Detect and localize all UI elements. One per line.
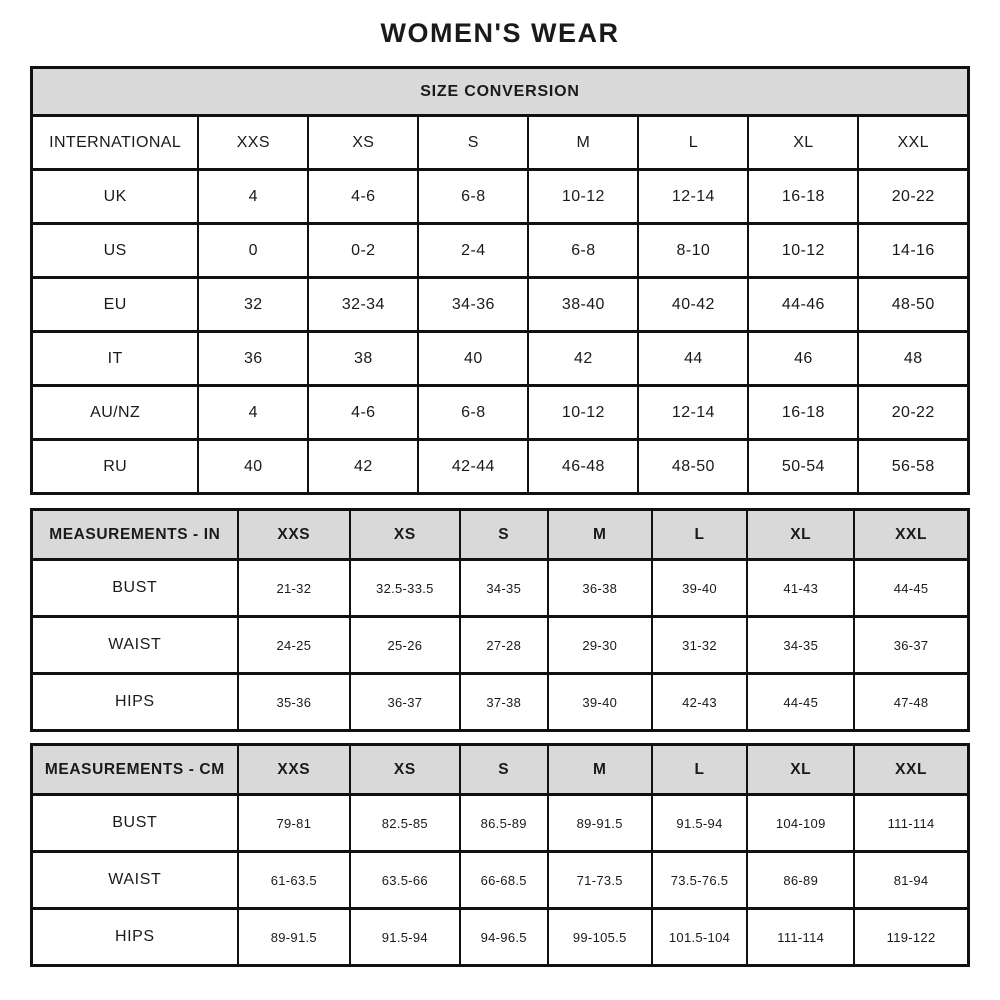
- size-header: XXL: [854, 510, 968, 560]
- cell-value: 10-12: [748, 224, 858, 278]
- size-header: S: [460, 510, 548, 560]
- cell-value: 48-50: [858, 278, 968, 332]
- cell-value: 44-45: [854, 560, 968, 617]
- cell-value: 40: [418, 332, 528, 386]
- size-header: S: [418, 116, 528, 170]
- cell-value: 91.5-94: [350, 909, 460, 966]
- size-header: L: [638, 116, 748, 170]
- size-header: S: [460, 745, 548, 795]
- cell-value: 40-42: [638, 278, 748, 332]
- cell-value: 111-114: [747, 909, 854, 966]
- row-label: RU: [32, 440, 199, 494]
- cell-value: 66-68.5: [460, 852, 548, 909]
- table-row-international: [32, 116, 969, 170]
- cell-value: 94-96.5: [460, 909, 548, 966]
- cell-value: 81-94: [854, 852, 968, 909]
- table-row-it: [32, 332, 969, 386]
- cell-value: 14-16: [858, 224, 968, 278]
- cell-value: 42: [308, 440, 418, 494]
- size-header: M: [548, 510, 652, 560]
- measurements-cm-table: [30, 743, 970, 967]
- row-label: HIPS: [32, 909, 238, 966]
- cell-value: 38: [308, 332, 418, 386]
- size-header: M: [548, 745, 652, 795]
- table-row-waist-cm: [32, 852, 969, 909]
- cell-value: 44-46: [748, 278, 858, 332]
- measurements-in-table: [30, 508, 970, 732]
- cell-value: 8-10: [638, 224, 748, 278]
- table-row-uk: [32, 170, 969, 224]
- cell-value: 34-35: [460, 560, 548, 617]
- cell-value: 24-25: [238, 617, 350, 674]
- cell-value: 32: [198, 278, 308, 332]
- cell-value: 41-43: [747, 560, 854, 617]
- measurements-cm-header-row: [32, 745, 969, 795]
- cell-value: 16-18: [748, 386, 858, 440]
- size-header: XXL: [854, 745, 968, 795]
- table-row-ru: [32, 440, 969, 494]
- cell-value: 20-22: [858, 170, 968, 224]
- cell-value: 6-8: [418, 170, 528, 224]
- table-row-hips-in: [32, 674, 969, 731]
- cell-value: 34-36: [418, 278, 528, 332]
- cell-value: 21-32: [238, 560, 350, 617]
- row-label: US: [32, 224, 199, 278]
- size-header: XXS: [198, 116, 308, 170]
- cell-value: 39-40: [548, 674, 652, 731]
- cell-value: 44: [638, 332, 748, 386]
- cell-value: 79-81: [238, 795, 350, 852]
- cell-value: 101.5-104: [652, 909, 748, 966]
- cell-value: 50-54: [748, 440, 858, 494]
- cell-value: 119-122: [854, 909, 968, 966]
- cell-value: 25-26: [350, 617, 460, 674]
- cell-value: 82.5-85: [350, 795, 460, 852]
- cell-value: 91.5-94: [652, 795, 748, 852]
- row-label: INTERNATIONAL: [32, 116, 199, 170]
- size-header: XXL: [858, 116, 968, 170]
- cell-value: 46-48: [528, 440, 638, 494]
- cell-value: 2-4: [418, 224, 528, 278]
- cell-value: 0-2: [308, 224, 418, 278]
- cell-value: 89-91.5: [238, 909, 350, 966]
- cell-value: 36-38: [548, 560, 652, 617]
- cell-value: 12-14: [638, 170, 748, 224]
- cell-value: 86.5-89: [460, 795, 548, 852]
- cell-value: 36: [198, 332, 308, 386]
- cell-value: 4: [198, 386, 308, 440]
- table-row-hips-cm: [32, 909, 969, 966]
- cell-value: 73.5-76.5: [652, 852, 748, 909]
- cell-value: 32.5-33.5: [350, 560, 460, 617]
- cell-value: 6-8: [418, 386, 528, 440]
- cell-value: 34-35: [747, 617, 854, 674]
- cell-value: 27-28: [460, 617, 548, 674]
- cell-value: 71-73.5: [548, 852, 652, 909]
- size-header: XL: [748, 116, 858, 170]
- size-header: L: [652, 510, 748, 560]
- cell-value: 10-12: [528, 170, 638, 224]
- page-title: WOMEN'S WEAR: [380, 18, 620, 48]
- cell-value: 48-50: [638, 440, 748, 494]
- cell-value: 63.5-66: [350, 852, 460, 909]
- cell-value: 38-40: [528, 278, 638, 332]
- table-row-us: [32, 224, 969, 278]
- measurements-in-title: MEASUREMENTS - IN: [32, 510, 238, 560]
- size-header: L: [652, 745, 748, 795]
- cell-value: 48: [858, 332, 968, 386]
- cell-value: 47-48: [854, 674, 968, 731]
- cell-value: 44-45: [747, 674, 854, 731]
- cell-value: 42-43: [652, 674, 748, 731]
- row-label: AU/NZ: [32, 386, 199, 440]
- cell-value: 61-63.5: [238, 852, 350, 909]
- cell-value: 12-14: [638, 386, 748, 440]
- cell-value: 36-37: [350, 674, 460, 731]
- table-row-eu: [32, 278, 969, 332]
- row-label: BUST: [32, 560, 238, 617]
- table-row-bust-cm: [32, 795, 969, 852]
- cell-value: 4: [198, 170, 308, 224]
- row-label: HIPS: [32, 674, 238, 731]
- row-label: EU: [32, 278, 199, 332]
- cell-value: 20-22: [858, 386, 968, 440]
- cell-value: 32-34: [308, 278, 418, 332]
- row-label: UK: [32, 170, 199, 224]
- cell-value: 42-44: [418, 440, 528, 494]
- cell-value: 4-6: [308, 386, 418, 440]
- cell-value: 104-109: [747, 795, 854, 852]
- row-label: IT: [32, 332, 199, 386]
- cell-value: 42: [528, 332, 638, 386]
- cell-value: 0: [198, 224, 308, 278]
- row-label: WAIST: [32, 852, 238, 909]
- cell-value: 35-36: [238, 674, 350, 731]
- table-row-aunz: [32, 386, 969, 440]
- size-header: M: [528, 116, 638, 170]
- cell-value: 4-6: [308, 170, 418, 224]
- cell-value: 39-40: [652, 560, 748, 617]
- measurements-cm-title: MEASUREMENTS - CM: [32, 745, 238, 795]
- cell-value: 6-8: [528, 224, 638, 278]
- size-header: XL: [747, 510, 854, 560]
- size-header: XL: [747, 745, 854, 795]
- cell-value: 29-30: [548, 617, 652, 674]
- cell-value: 86-89: [747, 852, 854, 909]
- cell-value: 99-105.5: [548, 909, 652, 966]
- cell-value: 40: [198, 440, 308, 494]
- table-row-waist-in: [32, 617, 969, 674]
- cell-value: 16-18: [748, 170, 858, 224]
- row-label: WAIST: [32, 617, 238, 674]
- size-header: XS: [350, 510, 460, 560]
- cell-value: 37-38: [460, 674, 548, 731]
- cell-value: 89-91.5: [548, 795, 652, 852]
- row-label: BUST: [32, 795, 238, 852]
- cell-value: 31-32: [652, 617, 748, 674]
- cell-value: 56-58: [858, 440, 968, 494]
- size-conversion-table: [30, 66, 970, 495]
- size-header: XS: [308, 116, 418, 170]
- size-conversion-banner-row: [32, 68, 969, 116]
- size-conversion-title: SIZE CONVERSION: [32, 68, 969, 116]
- cell-value: 10-12: [528, 386, 638, 440]
- measurements-in-header-row: [32, 510, 969, 560]
- size-header: XS: [350, 745, 460, 795]
- size-header: XXS: [238, 745, 350, 795]
- cell-value: 46: [748, 332, 858, 386]
- cell-value: 111-114: [854, 795, 968, 852]
- cell-value: 36-37: [854, 617, 968, 674]
- table-row-bust-in: [32, 560, 969, 617]
- size-header: XXS: [238, 510, 350, 560]
